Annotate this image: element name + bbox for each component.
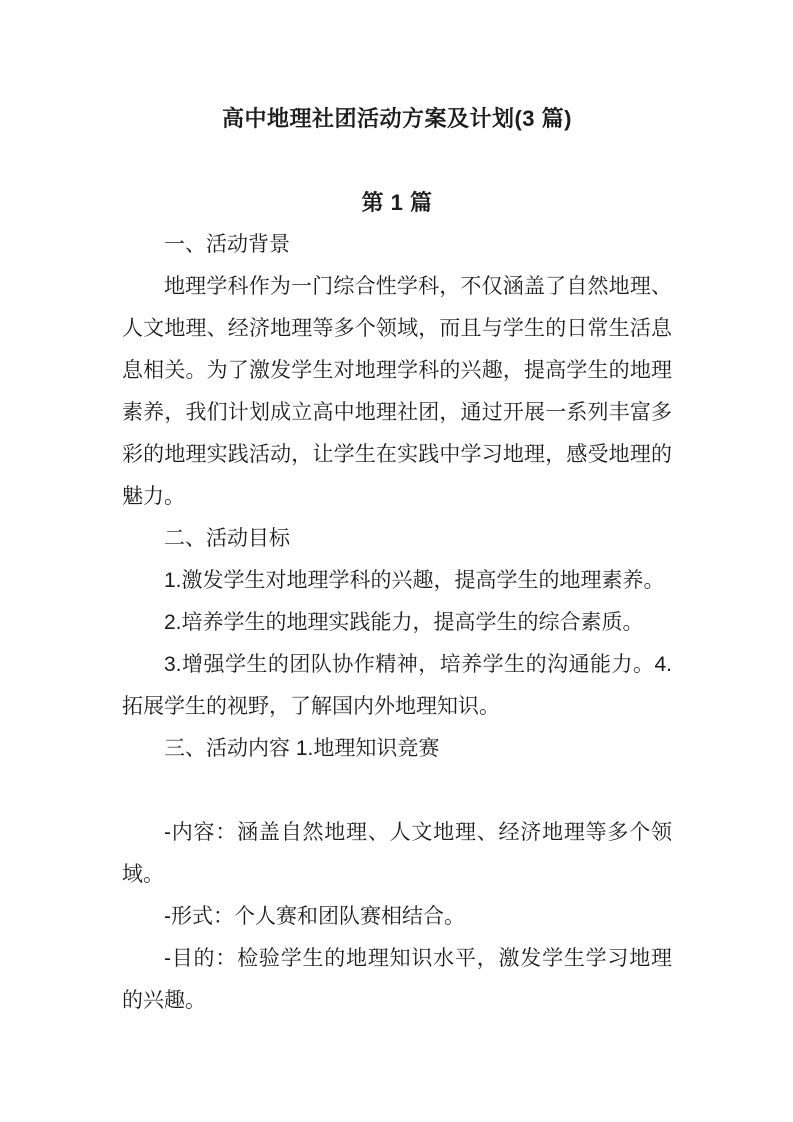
blank-line	[122, 140, 672, 182]
content-item-purpose: -目的：检验学生的地理知识水平，激发学生学习地理的兴趣。	[122, 947, 672, 1012]
paragraph-background-body: 地理学科作为一门综合性学科，不仅涵盖了自然地理、人文地理、经济地理等多个领域，而且与学生的日常生活息息相关。为了激发学生对地理学科的兴趣，提高学生的地理素养，我们计划成立高中地理社团，通过开展一系列丰富多彩的地理实践活动，让学生在实践中学习地理，感受地理的魅力。	[122, 275, 672, 508]
content-item-format: -形式：个人赛和团队赛相结合。	[164, 905, 465, 928]
goal-item-2: 2.培养学生的地理实践能力，提高学生的综合素质。	[164, 611, 644, 634]
content-item-scope: -内容：涵盖自然地理、人文地理、经济地理等多个领域。	[122, 821, 672, 886]
heading-activity-content: 三、活动内容 1.地理知识竞赛	[164, 737, 440, 760]
blank-paragraph	[122, 770, 672, 812]
goal-item-3-4: 3.增强学生的团队协作精神，培养学生的沟通能力。4.拓展学生的视野，了解国内外地理知识。	[122, 653, 672, 718]
section-heading-part-1: 第 1 篇	[361, 190, 433, 215]
heading-activity-goals: 二、活动目标	[164, 527, 290, 550]
heading-activity-background: 一、活动背景	[164, 233, 290, 256]
document-title: 高中地理社团活动方案及计划(3 篇)	[221, 106, 572, 131]
goal-item-1: 1.激发学生对地理学科的兴趣，提高学生的地理素养。	[164, 569, 665, 592]
